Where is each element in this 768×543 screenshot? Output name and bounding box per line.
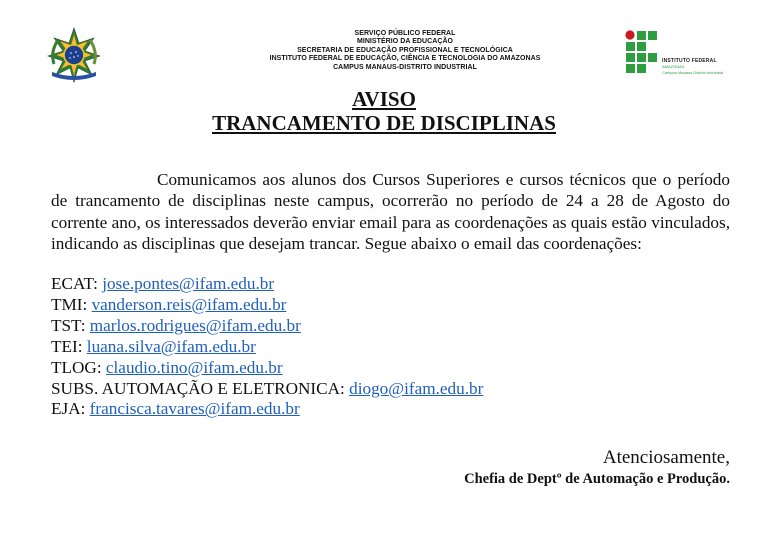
header-line: MINISTÉRIO DA EDUCAÇÃO [356, 38, 454, 46]
list-item [51, 316, 730, 337]
if-logo-line3: Campus Manaus Distrito Industrial [662, 70, 724, 75]
closing-greeting: Atenciosamente, [602, 447, 730, 468]
email-link[interactable]: marlos.rodrigues@ifam.edu.br [89, 315, 301, 335]
email-link[interactable]: francisca.tavares@ifam.edu.br [89, 399, 300, 419]
email-link[interactable]: claudio.tino@ifam.edu.br [105, 357, 283, 377]
email-link[interactable]: luana.silva@ifam.edu.br [86, 336, 256, 356]
notice-paragraph: Comunicamos aos alunos dos Cursos Superiores e cursos técnicos que o período de trancamento de disciplinas neste campus, ocorrerão no período de 24 a 28 de Agosto do corrente ano, os interessados deverão enviar email para as coordenações as quais estão vinculados, indicando as disciplinas que desejam trancar. Segue abaixo o email das coordenações: [51, 170, 730, 254]
title-aviso: AVISO [352, 87, 416, 111]
email-link[interactable]: vanderson.reis@ifam.edu.br [91, 294, 287, 314]
course-label: TMI: [51, 294, 88, 314]
header-text-block [230, 30, 580, 72]
header-line: CAMPUS MANAUS-DISTRITO INDUSTRIAL [333, 63, 477, 71]
list-item [51, 358, 730, 379]
instituto-federal-logo-text [662, 58, 723, 76]
if-logo-line1: INSTITUTO FEDERAL [662, 58, 717, 64]
header-line: INSTITUTO FEDERAL DE EDUCAÇÃO, CIÊNCIA E TECNOLOGIA DO AMAZONAS [269, 55, 541, 63]
list-item [51, 274, 730, 295]
list-item [51, 295, 730, 316]
course-label: EJA: [51, 399, 86, 419]
title-subject: TRANCAMENTO DE DISCIPLINAS [212, 111, 556, 135]
list-item [51, 379, 730, 400]
list-item [51, 337, 730, 358]
header-line: SERVIÇO PÚBLICO FEDERAL [354, 30, 456, 37]
course-label: TLOG: [51, 357, 102, 377]
notice-title [0, 87, 768, 135]
instituto-federal-logo-icon [625, 30, 661, 78]
if-logo-line2: AMAZONAS [662, 64, 685, 69]
signature-line: Chefia de Deptº de Automação e Produção. [464, 471, 730, 487]
course-label: SUBS. AUTOMAÇÃO E ELETRONICA: [51, 378, 345, 398]
email-link[interactable]: jose.pontes@ifam.edu.br [102, 274, 275, 293]
course-label: TEI: [51, 336, 83, 356]
instituto-federal-logo [625, 30, 735, 78]
header-line: SECRETARIA DE EDUCAÇÃO PROFISSIONAL E TECNOLÓGICA [297, 46, 513, 54]
course-label: ECAT: [51, 274, 98, 293]
list-item [51, 399, 730, 420]
course-label: TST: [51, 315, 86, 335]
brazil-coat-of-arms-icon [46, 26, 102, 84]
coordination-email-list [51, 274, 730, 420]
email-link[interactable]: diogo@ifam.edu.br [349, 378, 484, 398]
